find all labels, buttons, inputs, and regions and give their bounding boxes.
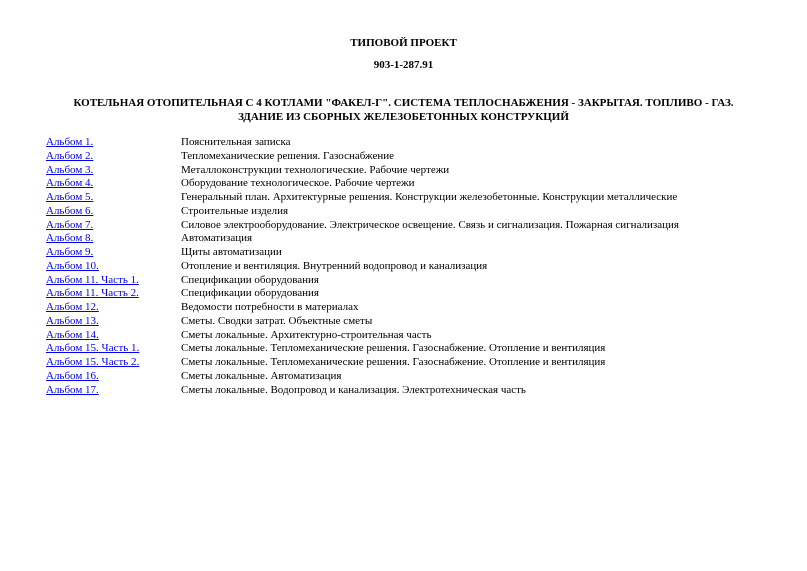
album-link[interactable]: Альбом 7. [46,218,94,231]
album-description: Тепломеханические решения. Газоснабжение [181,149,395,162]
album-row [46,356,786,370]
album-row [46,150,786,164]
album-description: Спецификации оборудования [181,273,319,286]
album-description: Сметы. Сводки затрат. Объектные сметы [181,314,373,327]
album-description: Автоматизация [181,232,253,245]
album-description: Ведомости потребности в материалах [181,301,359,313]
album-description: Отопление и вентиляция. Внутренний водопровод и канализация [181,259,488,272]
album-row [46,260,786,274]
album-description: Оборудование технологическое. Рабочие чертежи [181,177,415,190]
album-description: Щиты автоматизации [181,246,282,258]
album-link[interactable]: Альбом 3. [46,163,94,176]
album-link[interactable]: Альбом 15. Часть 1. [46,342,140,355]
album-row [46,301,786,315]
album-row [46,329,786,343]
album-link[interactable]: Альбом 1. [46,136,94,148]
album-row [46,384,786,398]
album-row [46,136,786,150]
album-description: Генеральный план. Архитектурные решения. Конструкции железобетонные. Конструкции металлические [181,191,678,203]
album-row [46,191,786,205]
album-description: Сметы локальные. Тепломеханические решения. Газоснабжение. Отопление и вентиляция [181,342,606,355]
album-row [46,274,786,288]
album-link[interactable]: Альбом 10. [46,259,99,272]
album-row [46,219,786,233]
album-link[interactable]: Альбом 11. Часть 2. [46,287,139,300]
album-description: Сметы локальные. Архитектурно-строительная часть [181,328,432,341]
album-link[interactable]: Альбом 15. Часть 2. [46,356,140,368]
album-description: Сметы локальные. Водопровод и канализация. Электротехническая часть [181,383,526,396]
album-list [46,136,786,397]
album-link[interactable]: Альбом 4. [46,177,94,190]
album-link[interactable]: Альбом 2. [46,149,94,162]
album-description: Металлоконструкции технологические. Рабочие чертежи [181,163,450,176]
project-type-title: ТИПОВОЙ ПРОЕКТ [350,37,457,49]
album-link[interactable]: Альбом 12. [46,301,99,313]
project-heading-line-2: ЗДАНИЕ ИЗ СБОРНЫХ ЖЕЛЕЗОБЕТОННЫХ КОНСТРУКЦИЙ [238,111,569,123]
album-link[interactable]: Альбом 5. [46,191,94,203]
project-heading [0,96,807,124]
album-description: Сметы локальные. Тепломеханические решения. Газоснабжение. Отопление и вентиляция [181,356,606,368]
album-row [46,287,786,301]
album-row [46,232,786,246]
album-link[interactable]: Альбом 6. [46,204,94,217]
album-link[interactable]: Альбом 14. [46,328,99,341]
album-description: Строительные изделия [181,204,289,217]
album-row [46,370,786,384]
album-description: Спецификации оборудования [181,287,319,300]
album-description: Силовое электрооборудование. Электрическое освещение. Связь и сигнализация. Пожарная сигнализация [181,218,679,231]
album-row [46,246,786,260]
album-row [46,342,786,356]
album-link[interactable]: Альбом 9. [46,246,94,258]
album-link[interactable]: Альбом 16. [46,369,99,382]
project-heading-line-1: КОТЕЛЬНАЯ ОТОПИТЕЛЬНАЯ С 4 КОТЛАМИ "ФАКЕЛ-Г". СИСТЕМА ТЕПЛОСНАБЖЕНИЯ - ЗАКРЫТАЯ. ТОПЛИВО - ГАЗ. [73,97,734,109]
album-row [46,205,786,219]
album-row [46,164,786,178]
album-description: Пояснительная записка [181,136,291,148]
album-link[interactable]: Альбом 11. Часть 1. [46,273,139,286]
project-number: 903-1-287.91 [373,59,434,71]
album-row [46,315,786,329]
album-link[interactable]: Альбом 8. [46,232,94,245]
album-link[interactable]: Альбом 17. [46,383,99,396]
album-description: Сметы локальные. Автоматизация [181,369,342,382]
album-row [46,177,786,191]
album-link[interactable]: Альбом 13. [46,314,99,327]
